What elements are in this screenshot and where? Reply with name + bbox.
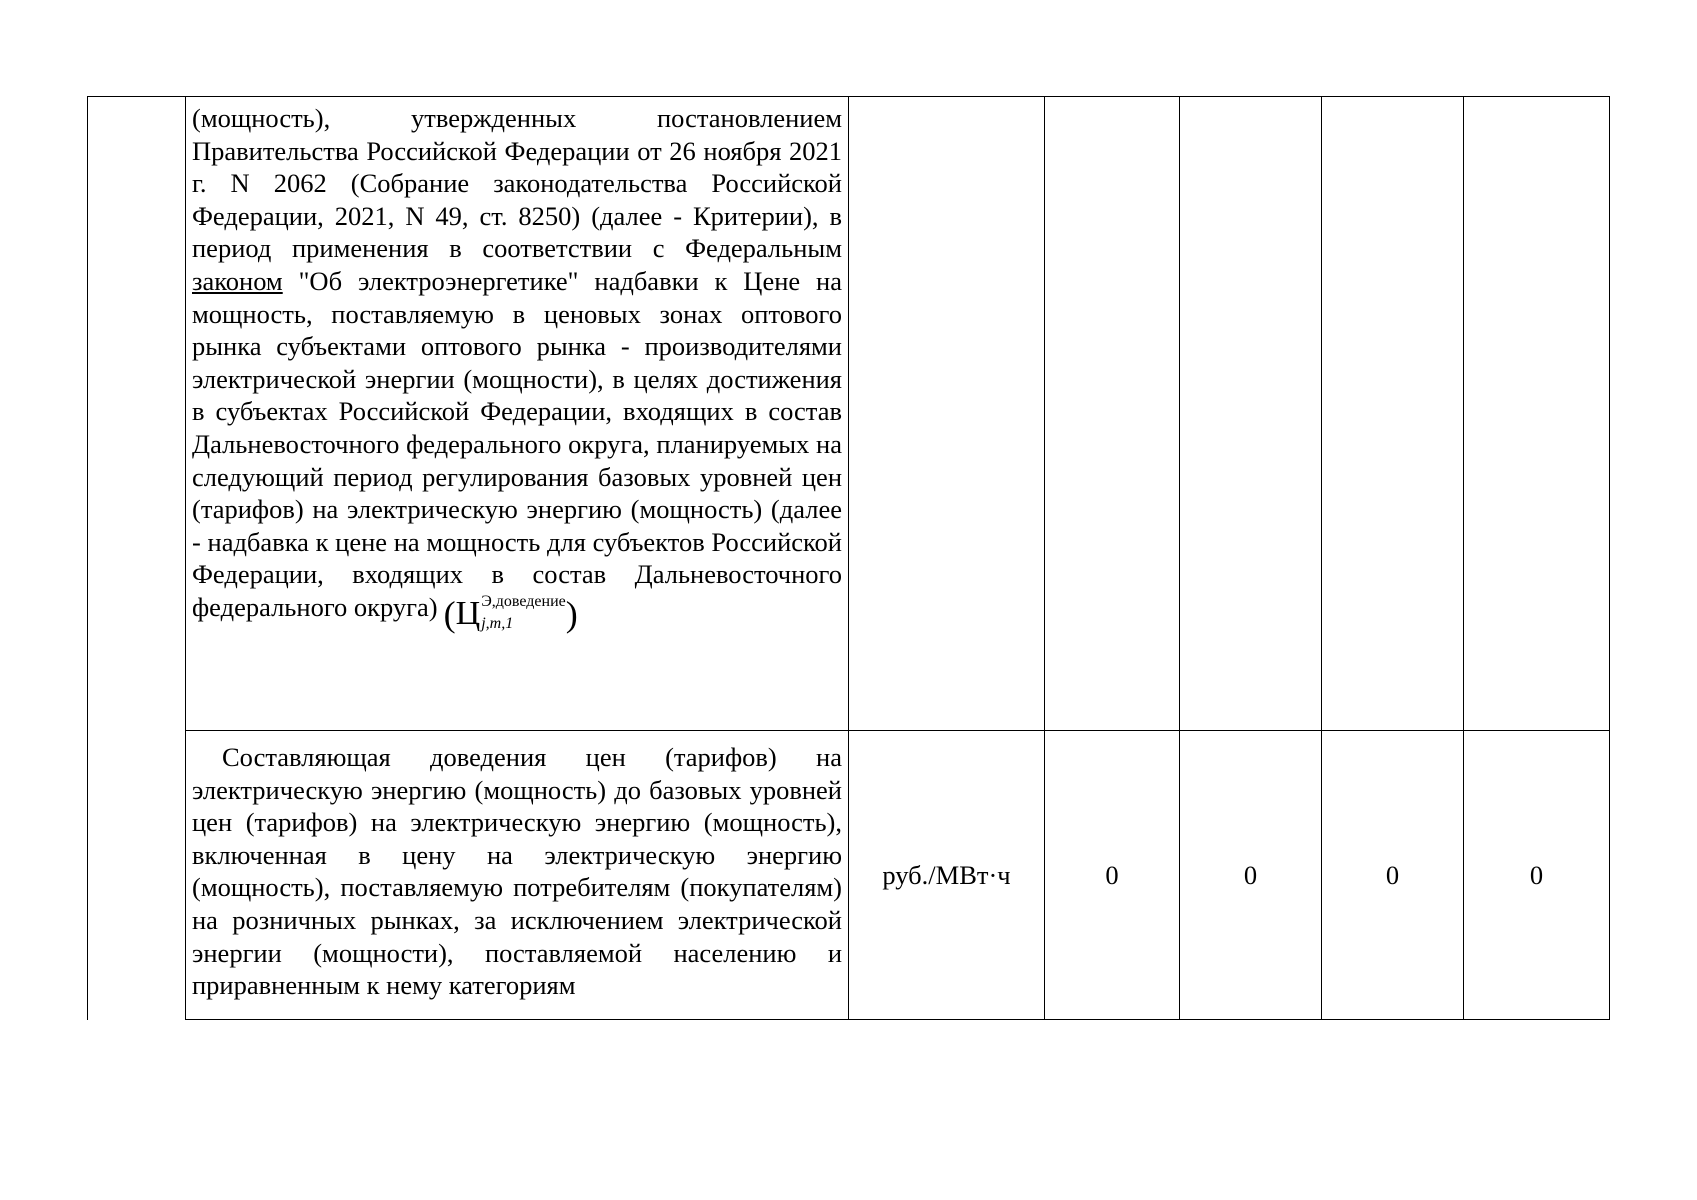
table-row [88, 731, 1610, 1020]
value-cell: 0 [1464, 731, 1610, 1020]
value-cell: 0 [1045, 731, 1180, 1020]
value-cell [1045, 97, 1180, 731]
value-cell: 0 [1322, 731, 1464, 1020]
table-row [88, 97, 1610, 731]
description-text-part: "Об электроэнергетике" надбавки к Цене на мощность, поставляемую в ценовых зонах оптового рынка субъектами оптового рынка - производителями электрической энергии (мощности), в целях достижения в субъектах Российской Федерации, входящих в состав Дальневосточного федерального округа, планируемых на следующий период регулирования базовых уровней цен (тарифов) на электрическую энергию (мощность) (далее - надбавка к цене на мощность для субъектов Российской Федерации, входящих в состав Дальневосточного федерального округа) [192, 265, 842, 622]
description-cell [186, 731, 849, 1020]
formula-close-paren: ) [565, 593, 578, 634]
row-number-cell [88, 731, 186, 1020]
formula-symbol: Ц [455, 594, 481, 632]
tariff-table [87, 96, 1610, 1020]
value-cell: 0 [1180, 731, 1322, 1020]
unit-cell [849, 97, 1045, 731]
value-cell [1464, 97, 1610, 731]
description-text-part: Составляющая доведения цен (тарифов) на электрическую энергию (мощность) до базовых уровней цен (тарифов) на электрическую энергию (мощность), включенная в цену на электрическую энергию (мощность), поставляемую потребителям (покупателям) на розничных рынках, за исключением электрической энергии (мощности), поставляемой населению и приравненным к нему категориям [192, 742, 842, 1001]
formula-scripts [481, 594, 566, 632]
formula-superscript: Э,доведение [481, 592, 566, 610]
unit-cell: руб./МВт·ч [849, 731, 1045, 1020]
formula-open-paren: ( [443, 593, 456, 634]
formula [444, 594, 578, 632]
law-link[interactable]: законом [192, 265, 283, 296]
formula-subscript: j,m,1 [481, 614, 514, 632]
value-cell [1322, 97, 1464, 731]
value-cell [1180, 97, 1322, 731]
description-text [186, 731, 848, 1019]
row-number-cell [88, 97, 186, 731]
description-text-part: (мощность), утвержденных постановлением Правительства Российской Федерации от 26 ноября 2021 г. N 2062 (Собрание законодательства Российской Федерации, 2021, N 49, ст. 8250) (далее - Критерии), в период применения в соответствии с Федеральным [192, 103, 842, 264]
description-text [186, 97, 848, 644]
description-cell [186, 97, 849, 731]
